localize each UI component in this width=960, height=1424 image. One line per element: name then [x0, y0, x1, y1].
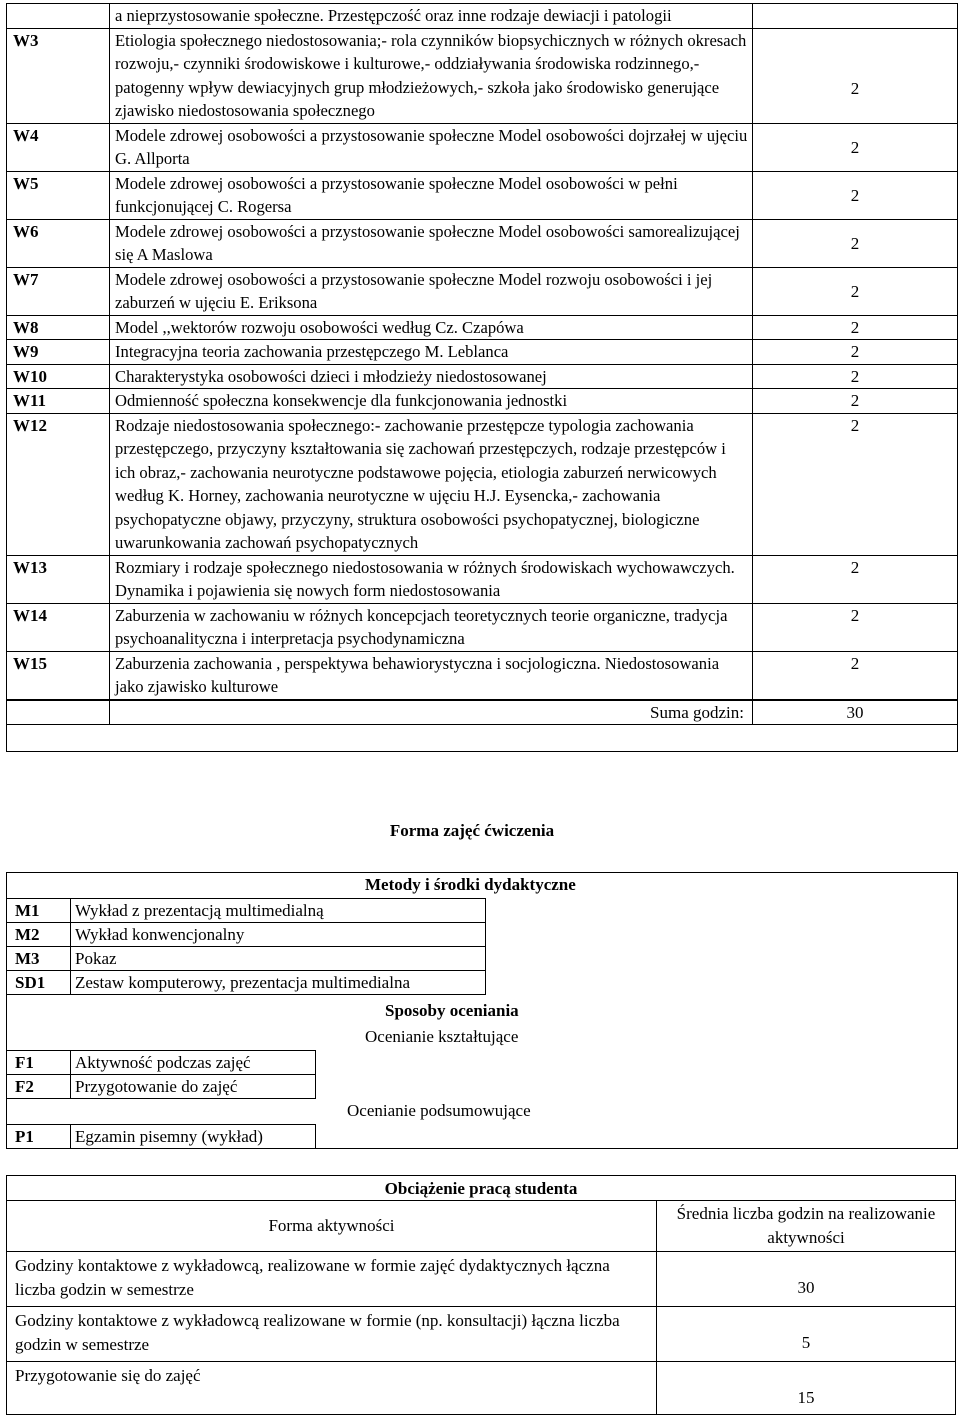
table-row [7, 171, 958, 219]
method-code: M1 [7, 899, 71, 923]
lecture-hours: 2 [753, 123, 958, 171]
method-code: SD1 [7, 971, 71, 995]
lecture-topic: Model ,,wektorów rozwoju osobowości według Cz. Czapówa [110, 315, 753, 340]
table-row [7, 364, 958, 389]
workload-title-row [7, 1176, 956, 1201]
lecture-topic: Modele zdrowej osobowości a przystosowanie społeczne Model rozwoju osobowości i jej zaburzeń w ujęciu E. Eriksona [110, 267, 753, 315]
lecture-hours: 2 [753, 219, 958, 267]
method-label: Wykład z prezentacją multimedialną [71, 899, 486, 923]
assessment-code: P1 [7, 1125, 71, 1149]
lecture-hours: 2 [753, 28, 958, 123]
hours-column-header: Średnia liczba godzin na realizowanie aktywności [657, 1201, 956, 1252]
assessment-label: Aktywność podczas zajęć [71, 1051, 316, 1075]
lecture-hours: 2 [753, 555, 958, 603]
lecture-code: W15 [7, 651, 110, 699]
lecture-hours: 2 [753, 389, 958, 414]
lecture-code: W12 [7, 413, 110, 555]
table-row [7, 28, 958, 123]
table-row [7, 555, 958, 603]
workload-title: Obciążenie pracą studenta [7, 1176, 956, 1201]
table-row [7, 315, 958, 340]
lecture-topic: Integracyjna teoria zachowania przestępczego M. Leblanca [110, 340, 753, 365]
lecture-topic: Zaburzenia zachowania , perspektywa behawiorystyczna i socjologiczna. Niedostosowania jako zjawisko kulturowe [110, 651, 753, 699]
methods-table [6, 898, 486, 995]
forma-row [7, 725, 958, 752]
lectures-table [6, 3, 958, 752]
lecture-code: W3 [7, 28, 110, 123]
lecture-topic: Etiologia społecznego niedostosowania;- rola czynników biopsychicznych w różnych okresach rozwoju,- czynniki środowiskowe i kulturowe,- oddziaływania środowiska rodzinnego,- patogenny wpływ dewiacyjnych grup młodzieżowych,- szkoła jako środowisko generujące zjawisko niedostosowania społecznego [110, 28, 753, 123]
lecture-topic: Modele zdrowej osobowości a przystosowanie społeczne Model osobowości samorealizującej się A Maslowa [110, 219, 753, 267]
lecture-code: W9 [7, 340, 110, 365]
sum-label: Suma godzin: [110, 700, 753, 725]
table-row [7, 603, 958, 651]
method-label: Zestaw komputerowy, prezentacja multimedialna [71, 971, 486, 995]
assessment-row [7, 1051, 316, 1075]
assessment-label: Przygotowanie do zajęć [71, 1075, 316, 1099]
table-row [7, 413, 958, 555]
assessment-code: F2 [7, 1075, 71, 1099]
lecture-hours: 2 [753, 315, 958, 340]
method-code: M2 [7, 923, 71, 947]
workload-hours: 5 [657, 1307, 956, 1362]
lecture-topic: Rozmiary i rodzaje społecznego niedostosowania w różnych środowiskach wychowawczych. Dynamika i pojawienia się nowych form niedostosowania [110, 555, 753, 603]
lecture-topic: Rodzaje niedostosowania społecznego:- zachowanie przestępcze typologia zachowania przestępczego, przyczyny kształtowania się zachowań przestępczych, rodzaje przestępców i ich obraz,- zachowania neurotyczne podstawowe pojęcia, etiologia zaburzeń nerwicowych według K. Horney, zachowania neurotyczne w ujęciu H.J. Eysencka,- zachowania psychopatyczne objawy, przyczyny, struktura osobowości psychopatycznej, biologiczne uwarunkowania zachowań psychopatycznych [110, 413, 753, 555]
assessment-code: F1 [7, 1051, 71, 1075]
lecture-hours: 2 [753, 171, 958, 219]
lecture-hours: 2 [753, 603, 958, 651]
summative-table [6, 1124, 316, 1149]
lecture-code: W7 [7, 267, 110, 315]
forma-title: Forma zajęć ćwiczenia [389, 821, 555, 840]
assessment-label: Egzamin pisemny (wykład) [71, 1125, 316, 1149]
workload-activity: Godziny kontaktowe z wykładowcą realizowane w formie (np. konsultacji) łączna liczba godzin w semestrze [7, 1307, 657, 1362]
lecture-code: W5 [7, 171, 110, 219]
lecture-code [7, 4, 110, 29]
table-row [7, 651, 958, 699]
lecture-hours [753, 4, 958, 29]
sum-value: 30 [753, 700, 958, 725]
table-row [7, 389, 958, 414]
sum-row [7, 700, 958, 725]
lecture-hours: 2 [753, 364, 958, 389]
lecture-topic: Charakterystyka osobowości dzieci i młodzieży niedostosowanej [110, 364, 753, 389]
table-row [7, 123, 958, 171]
lecture-topic: Modele zdrowej osobowości a przystosowanie społeczne Model osobowości dojrzałej w ujęciu G. Allporta [110, 123, 753, 171]
formative-title: Ocenianie kształtujące [365, 1027, 519, 1046]
assessment-row [7, 1075, 316, 1099]
table-row [7, 4, 958, 29]
assessment-title: Sposoby oceniania [385, 1001, 519, 1020]
workload-hours: 15 [657, 1362, 956, 1415]
method-label: Pokaz [71, 947, 486, 971]
method-code: M3 [7, 947, 71, 971]
summative-title: Ocenianie podsumowujące [347, 1101, 531, 1120]
methods-title: Metody i środki dydaktyczne [365, 875, 576, 894]
workload-activity: Przygotowanie się do zajęć [7, 1362, 657, 1415]
method-row [7, 971, 486, 995]
workload-hours: 30 [657, 1252, 956, 1307]
lecture-code: W6 [7, 219, 110, 267]
lecture-code: W4 [7, 123, 110, 171]
formative-table [6, 1050, 316, 1099]
forma-cell [7, 725, 958, 752]
lecture-hours: 2 [753, 340, 958, 365]
lecture-hours: 2 [753, 267, 958, 315]
lecture-topic: Zaburzenia w zachowaniu w różnych koncepcjach teoretycznych teorie organiczne, tradycja psychoanalityczna i interpretacja psychodynamiczna [110, 603, 753, 651]
table-row [7, 340, 958, 365]
table-row [7, 219, 958, 267]
table-row [7, 267, 958, 315]
lecture-topic: Odmienność społeczna konsekwencje dla funkcjonowania jednostki [110, 389, 753, 414]
assessment-row [7, 1125, 316, 1149]
workload-header-row [7, 1201, 956, 1252]
lecture-code: W10 [7, 364, 110, 389]
lecture-code: W8 [7, 315, 110, 340]
workload-activity: Godziny kontaktowe z wykładowcą, realizowane w formie zajęć dydaktycznych łączna liczba godzin w semestrze [7, 1252, 657, 1307]
method-row [7, 947, 486, 971]
lecture-topic: a nieprzystosowanie społeczne. Przestępczość oraz inne rodzaje dewiacji i patologii [110, 4, 753, 29]
lecture-hours: 2 [753, 651, 958, 699]
lecture-topic: Modele zdrowej osobowości a przystosowanie społeczne Model osobowości w pełni funkcjonującej C. Rogersa [110, 171, 753, 219]
method-label: Wykład konwencjonalny [71, 923, 486, 947]
method-row [7, 923, 486, 947]
lecture-hours: 2 [753, 413, 958, 555]
sum-blank-cell [7, 700, 110, 725]
workload-table [6, 1175, 956, 1415]
activity-column-header: Forma aktywności [7, 1201, 657, 1252]
table-row [7, 1307, 956, 1362]
lecture-code: W13 [7, 555, 110, 603]
lecture-code: W11 [7, 389, 110, 414]
method-row [7, 899, 486, 923]
table-row [7, 1362, 956, 1415]
table-row [7, 1252, 956, 1307]
lecture-code: W14 [7, 603, 110, 651]
